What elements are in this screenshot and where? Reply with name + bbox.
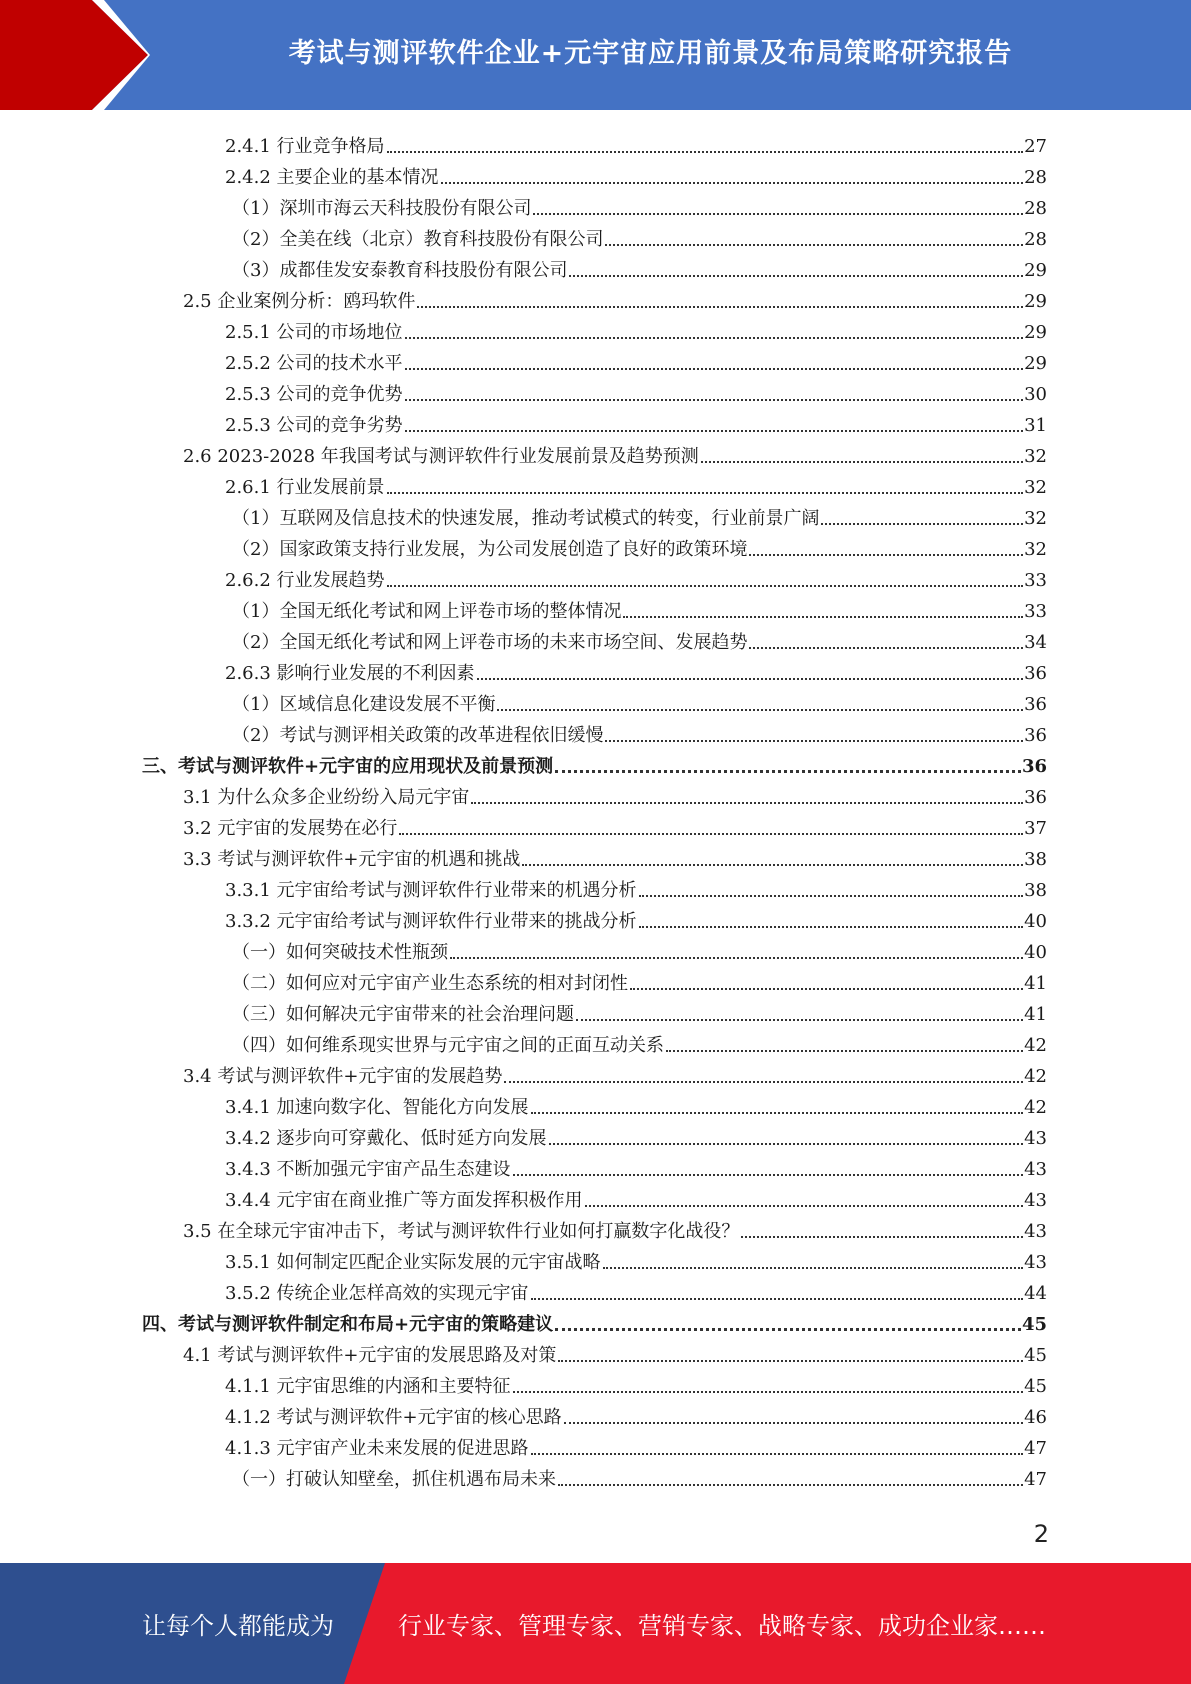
toc-dot-leader	[387, 585, 1024, 587]
toc-entry-page: 45	[1024, 1345, 1047, 1366]
toc-entry-page: 34	[1024, 632, 1047, 653]
toc-dot-leader	[603, 1267, 1024, 1269]
toc-entry-title: （四）如何维系现实世界与元宇宙之间的正面互动关系	[232, 1035, 664, 1056]
toc-entry[interactable]	[225, 654, 1047, 685]
toc-entry[interactable]	[232, 623, 1047, 654]
toc-dot-leader	[405, 430, 1024, 432]
toc-entry-page: 32	[1024, 446, 1047, 467]
toc-entry-page: 47	[1024, 1469, 1047, 1490]
toc-entry[interactable]	[232, 499, 1047, 530]
toc-dot-leader	[623, 616, 1023, 618]
toc-entry-title: 2.4.2 主要企业的基本情况	[225, 167, 439, 188]
toc-dot-leader	[585, 1205, 1024, 1207]
toc-dot-leader	[450, 957, 1023, 959]
toc-entry[interactable]	[225, 1119, 1047, 1150]
toc-entry-title: （1）深圳市海云天科技股份有限公司	[232, 198, 532, 219]
toc-entry[interactable]	[225, 1429, 1047, 1460]
toc-dot-leader	[497, 709, 1023, 711]
toc-entry[interactable]	[142, 747, 1047, 778]
toc-entry[interactable]	[183, 1336, 1047, 1367]
footer-slogan-left: 让每个人都能成为	[142, 1612, 334, 1640]
toc-entry-page: 32	[1024, 508, 1047, 529]
toc-entry-title: （3）成都佳发安泰教育科技股份有限公司	[232, 260, 568, 281]
toc-entry-title: 4.1.3 元宇宙产业未来发展的促进思路	[225, 1438, 529, 1459]
toc-dot-leader	[387, 151, 1024, 153]
toc-entry-title: 3.4.4 元宇宙在商业推广等方面发挥积极作用	[225, 1190, 583, 1211]
toc-entry-title: 2.6.3 影响行业发展的不利因素	[225, 663, 475, 684]
toc-entry[interactable]	[225, 158, 1047, 189]
toc-entry-title: 2.5.2 公司的技术水平	[225, 353, 403, 374]
toc-entry-page: 31	[1024, 415, 1047, 436]
toc-entry-title: 3.3.2 元宇宙给考试与测评软件行业带来的挑战分析	[225, 911, 637, 932]
toc-entry[interactable]	[225, 1150, 1047, 1181]
toc-entry[interactable]	[183, 437, 1047, 468]
toc-dot-leader	[531, 1298, 1024, 1300]
toc-dot-leader	[387, 492, 1024, 494]
toc-entry-title: 2.6.1 行业发展前景	[225, 477, 385, 498]
toc-entry[interactable]	[225, 1274, 1047, 1305]
toc-dot-leader	[549, 1143, 1024, 1145]
toc-entry-page: 32	[1024, 477, 1047, 498]
toc-entry-page: 42	[1024, 1097, 1047, 1118]
toc-dot-leader	[441, 182, 1024, 184]
toc-entry[interactable]	[232, 530, 1047, 561]
toc-entry[interactable]	[232, 685, 1047, 716]
toc-entry-page: 41	[1024, 1004, 1047, 1025]
toc-entry-page: 29	[1024, 260, 1047, 281]
toc-entry-page: 37	[1024, 818, 1047, 839]
toc-entry-title: 4.1.1 元宇宙思维的内涵和主要特征	[225, 1376, 511, 1397]
toc-entry[interactable]	[232, 189, 1047, 220]
toc-entry-page: 41	[1024, 973, 1047, 994]
toc-entry-title: 2.4.1 行业竞争格局	[225, 136, 385, 157]
page-footer	[0, 1563, 1191, 1684]
toc-entry-title: （2）全国无纸化考试和网上评卷市场的未来市场空间、发展趋势	[232, 632, 748, 653]
toc-entry[interactable]	[225, 344, 1047, 375]
toc-entry[interactable]	[232, 933, 1047, 964]
toc-entry-page: 36	[1024, 694, 1047, 715]
toc-dot-leader	[630, 988, 1023, 990]
toc-entry[interactable]	[183, 1212, 1047, 1243]
toc-entry-page: 44	[1024, 1283, 1047, 1304]
toc-entry-title: （一）打破认知壁垒，抓住机遇布局未来	[232, 1469, 556, 1490]
toc-entry[interactable]	[225, 902, 1047, 933]
toc-entry-page: 38	[1024, 880, 1047, 901]
toc-entry-page: 28	[1024, 167, 1047, 188]
toc-dot-leader	[405, 337, 1024, 339]
toc-entry[interactable]	[183, 1057, 1047, 1088]
toc-entry-title: 3.3 考试与测评软件+元宇宙的机遇和挑战	[183, 849, 521, 870]
toc-entry-page: 36	[1024, 663, 1047, 684]
toc-entry[interactable]	[225, 561, 1047, 592]
toc-entry[interactable]	[225, 1088, 1047, 1119]
toc-entry-title: 2.5.1 公司的市场地位	[225, 322, 403, 343]
toc-entry-page: 38	[1024, 849, 1047, 870]
toc-entry[interactable]	[232, 1026, 1047, 1057]
toc-entry-title: （一）如何突破技术性瓶颈	[232, 942, 448, 963]
toc-entry-title: 3.5.2 传统企业怎样高效的实现元宇宙	[225, 1283, 529, 1304]
toc-dot-leader	[605, 740, 1023, 742]
toc-entry[interactable]	[225, 1398, 1047, 1429]
toc-entry-page: 40	[1024, 911, 1047, 932]
toc-dot-leader	[417, 306, 1023, 308]
toc-dot-leader	[639, 895, 1024, 897]
toc-entry-page: 28	[1024, 198, 1047, 219]
toc-entry-title: （2）考试与测评相关政策的改革进程依旧缓慢	[232, 725, 604, 746]
toc-entry-page: 36	[1021, 756, 1047, 777]
toc-dot-leader	[531, 1112, 1024, 1114]
toc-entry-page: 27	[1024, 136, 1047, 157]
toc-entry-title: （1）全国无纸化考试和网上评卷市场的整体情况	[232, 601, 622, 622]
toc-entry-title: 4.1.2 考试与测评软件+元宇宙的核心思路	[225, 1407, 562, 1428]
toc-dot-leader	[471, 802, 1023, 804]
toc-dot-leader	[564, 1422, 1023, 1424]
toc-dot-leader	[749, 554, 1023, 556]
toc-entry-page: 43	[1024, 1128, 1047, 1149]
toc-entry-title: 3.2 元宇宙的发展势在必行	[183, 818, 398, 839]
toc-entry-title: 3.4 考试与测评软件+元宇宙的发展趋势	[183, 1066, 503, 1087]
page-header	[0, 0, 1191, 110]
page-number: 2	[1033, 1520, 1049, 1548]
toc-dot-leader	[749, 647, 1023, 649]
toc-entry-title: （2）全美在线（北京）教育科技股份有限公司	[232, 229, 604, 250]
toc-entry-title: 2.5.3 公司的竞争劣势	[225, 415, 403, 436]
toc-entry-title: 3.4.3 不断加强元宇宙产品生态建设	[225, 1159, 511, 1180]
toc-entry-page: 42	[1024, 1066, 1047, 1087]
toc-entry-title: （2）国家政策支持行业发展，为公司发展创造了良好的政策环境	[232, 539, 748, 560]
toc-entry-page: 29	[1024, 291, 1047, 312]
toc-entry[interactable]	[232, 995, 1047, 1026]
footer-slogan-right: 行业专家、管理专家、营销专家、战略专家、成功企业家……	[398, 1612, 1046, 1640]
report-title: 考试与测评软件企业+元宇宙应用前景及布局策略研究报告	[288, 37, 1013, 69]
toc-entry-title: 3.1 为什么众多企业纷纷入局元宇宙	[183, 787, 470, 808]
toc-entry[interactable]	[232, 964, 1047, 995]
toc-entry[interactable]	[225, 1243, 1047, 1274]
toc-entry-title: 3.5 在全球元宇宙冲击下，考试与测评软件行业如何打赢数字化战役？	[183, 1221, 740, 1242]
toc-dot-leader	[522, 864, 1023, 866]
toc-dot-leader	[576, 1019, 1023, 1021]
toc-entry-page: 29	[1024, 322, 1047, 343]
toc-dot-leader	[405, 368, 1024, 370]
toc-dot-leader	[701, 461, 1023, 463]
toc-entry[interactable]	[183, 840, 1047, 871]
toc-entry-page: 33	[1024, 570, 1047, 591]
toc-dot-leader	[569, 275, 1023, 277]
toc-entry-title: （1）区域信息化建设发展不平衡	[232, 694, 496, 715]
toc-entry-page: 32	[1024, 539, 1047, 560]
toc-dot-leader	[477, 678, 1024, 680]
toc-dot-leader	[558, 1360, 1023, 1362]
toc-entry[interactable]	[225, 1367, 1047, 1398]
toc-entry-page: 36	[1024, 787, 1047, 808]
toc-dot-leader	[504, 1081, 1023, 1083]
toc-entry-title: 三、考试与测评软件+元宇宙的应用现状及前景预测	[142, 756, 554, 777]
toc-entry-page: 43	[1024, 1159, 1047, 1180]
toc-dot-leader	[639, 926, 1024, 928]
toc-dot-leader	[533, 213, 1023, 215]
toc-entry-title: 4.1 考试与测评软件+元宇宙的发展思路及对策	[183, 1345, 557, 1366]
toc-dot-leader	[555, 1328, 1021, 1331]
toc-entry-title: 3.3.1 元宇宙给考试与测评软件行业带来的机遇分析	[225, 880, 637, 901]
toc-entry[interactable]	[183, 282, 1047, 313]
toc-entry-title: （三）如何解决元宇宙带来的社会治理问题	[232, 1004, 574, 1025]
toc-entry-page: 30	[1024, 384, 1047, 405]
toc-dot-leader	[399, 833, 1023, 835]
toc-entry[interactable]	[225, 313, 1047, 344]
toc-entry-title: 2.6 2023-2028 年我国考试与测评软件行业发展前景及趋势预测	[183, 446, 699, 467]
toc-dot-leader	[405, 399, 1024, 401]
toc-entry-title: （1）互联网及信息技术的快速发展，推动考试模式的转变，行业前景广阔	[232, 508, 820, 529]
toc-entry[interactable]	[142, 1305, 1047, 1336]
toc-entry-title: 四、考试与测评软件制定和布局+元宇宙的策略建议	[142, 1314, 554, 1335]
toc-entry-page: 43	[1024, 1190, 1047, 1211]
toc-dot-leader	[531, 1453, 1024, 1455]
toc-entry-title: （二）如何应对元宇宙产业生态系统的相对封闭性	[232, 973, 628, 994]
toc-entry-page: 47	[1024, 1438, 1047, 1459]
header-arrow-decoration	[0, 0, 150, 110]
toc-entry-page: 45	[1021, 1314, 1047, 1335]
toc-dot-leader	[513, 1174, 1024, 1176]
toc-entry[interactable]	[225, 468, 1047, 499]
toc-entry-title: 2.6.2 行业发展趋势	[225, 570, 385, 591]
toc-entry[interactable]	[225, 1181, 1047, 1212]
toc-entry[interactable]	[232, 251, 1047, 282]
toc-entry[interactable]	[183, 809, 1047, 840]
toc-entry[interactable]	[225, 871, 1047, 902]
toc-entry[interactable]	[225, 406, 1047, 437]
toc-entry-page: 43	[1024, 1221, 1047, 1242]
toc-dot-leader	[558, 1484, 1023, 1486]
toc-entry-page: 40	[1024, 942, 1047, 963]
toc-entry[interactable]	[225, 375, 1047, 406]
toc-dot-leader	[821, 523, 1023, 525]
toc-entry-title: 2.5.3 公司的竞争优势	[225, 384, 403, 405]
toc-entry-page: 42	[1024, 1035, 1047, 1056]
toc-entry[interactable]	[232, 220, 1047, 251]
toc-entry-page: 46	[1024, 1407, 1047, 1428]
toc-entry-title: 2.5 企业案例分析：鸥玛软件	[183, 291, 416, 312]
toc-entry-title: 3.5.1 如何制定匹配企业实际发展的元宇宙战略	[225, 1252, 601, 1273]
toc-entry[interactable]	[232, 716, 1047, 747]
toc-entry-page: 45	[1024, 1376, 1047, 1397]
toc-entry-page: 29	[1024, 353, 1047, 374]
toc-entry[interactable]	[225, 127, 1047, 158]
toc-entry-title: 3.4.2 逐步向可穿戴化、低时延方向发展	[225, 1128, 547, 1149]
toc-entry-page: 33	[1024, 601, 1047, 622]
toc-entry-title: 3.4.1 加速向数字化、智能化方向发展	[225, 1097, 529, 1118]
toc-entry-page: 36	[1024, 725, 1047, 746]
toc-dot-leader	[741, 1236, 1023, 1238]
toc-dot-leader	[605, 244, 1023, 246]
toc-dot-leader	[666, 1050, 1023, 1052]
toc-entry[interactable]	[232, 592, 1047, 623]
toc-entry-page: 43	[1024, 1252, 1047, 1273]
toc-dot-leader	[555, 770, 1021, 773]
toc-entry[interactable]	[232, 1460, 1047, 1491]
toc-entry-page: 28	[1024, 229, 1047, 250]
toc-entry[interactable]	[183, 778, 1047, 809]
toc-dot-leader	[513, 1391, 1024, 1393]
